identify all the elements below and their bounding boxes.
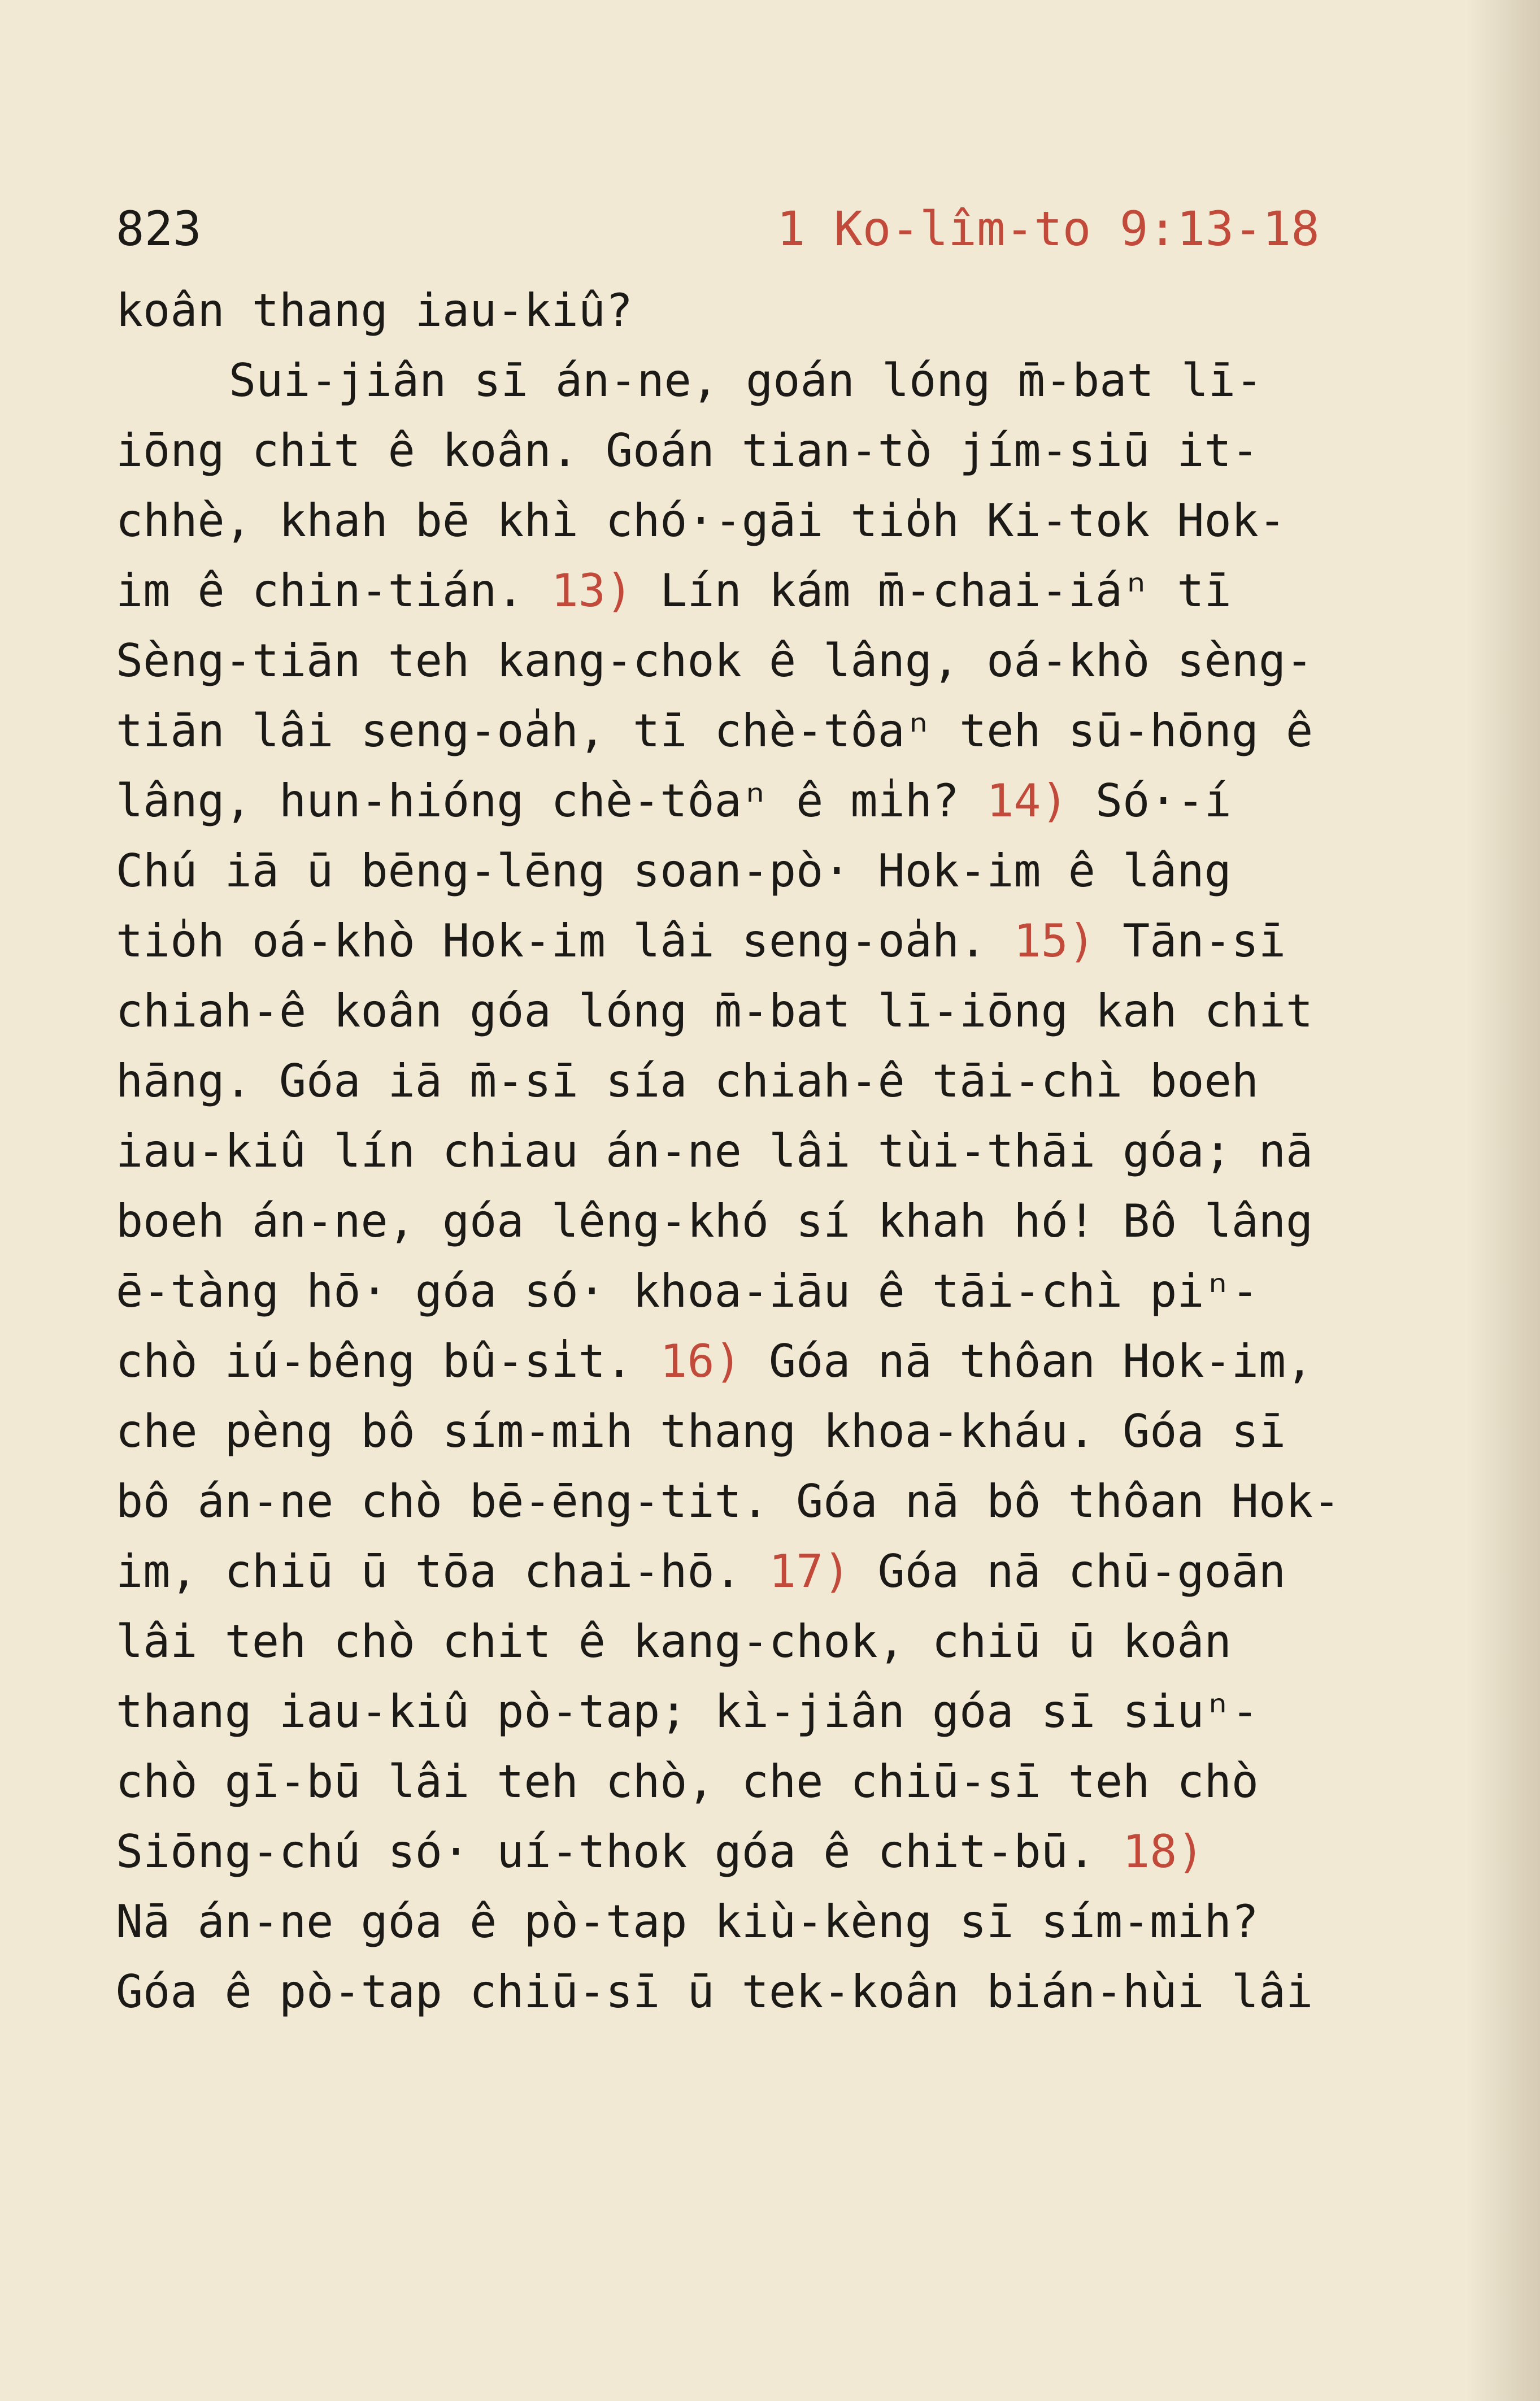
text-line xyxy=(116,1046,1455,1116)
text-line xyxy=(116,906,1455,976)
line-text: tiān lâi seng-oa̍h, tī chè-tôaⁿ teh sū-hōng ê xyxy=(116,704,1313,757)
line-text-after-verse: Tān-sī xyxy=(1095,915,1286,967)
line-text: ē-tàng hō· góa só· khoa-iāu ê tāi-chì piⁿ- xyxy=(116,1265,1259,1317)
text-line xyxy=(116,976,1455,1046)
text-line xyxy=(116,1116,1455,1186)
text-line xyxy=(116,276,1455,346)
text-line xyxy=(116,1397,1455,1467)
line-text: chiah-ê koân góa lóng m̄-bat lī-iōng kah chit xyxy=(116,985,1313,1037)
text-line xyxy=(116,1607,1455,1677)
line-text: hāng. Góa iā m̄-sī sía chiah-ê tāi-chì boeh xyxy=(116,1055,1259,1107)
line-text-after-verse: Lín kám m̄-chai-iáⁿ tī xyxy=(633,564,1232,617)
line-text: koân thang iau-kiû? xyxy=(116,284,633,337)
line-text: Sui-jiân sī án-ne, goán lóng m̄-bat lī- xyxy=(229,354,1263,407)
text-line xyxy=(116,1186,1455,1256)
text-line xyxy=(116,416,1455,486)
line-text: im ê chin-tián. xyxy=(116,564,551,617)
text-line xyxy=(116,626,1455,696)
line-text: chò gī-bū lâi teh chò, che chiū-sī teh chò xyxy=(116,1755,1259,1808)
line-text: iōng chit ê koân. Goán tian-tò jím-siū it- xyxy=(116,424,1259,477)
verse-number: 14) xyxy=(986,775,1068,827)
text-line xyxy=(116,1677,1455,1747)
text-line xyxy=(116,556,1455,626)
verse-number: 15) xyxy=(1013,915,1095,967)
text-line xyxy=(116,1467,1455,1537)
line-text: im, chiū ū tōa chai-hō. xyxy=(116,1545,769,1598)
page-number: 823 xyxy=(116,201,202,256)
verse-number: 18) xyxy=(1123,1825,1204,1878)
running-head: 1 Ko-lîm-to 9:13-18 xyxy=(777,201,1320,256)
line-text-after-verse: Góa nā thôan Hok-im, xyxy=(741,1335,1313,1387)
text-line xyxy=(116,1256,1455,1326)
line-text-after-verse: Só·-í xyxy=(1068,775,1232,827)
line-text: thang iau-kiû pò-tap; kì-jiân góa sī siuⁿ- xyxy=(116,1685,1259,1738)
verse-number: 17) xyxy=(768,1545,851,1598)
line-text: Sèng-tiān teh kang-chok ê lâng, oá-khò sèng- xyxy=(116,634,1313,687)
text-line xyxy=(116,1747,1455,1817)
text-line xyxy=(116,1537,1455,1607)
verse-number: 13) xyxy=(551,564,633,617)
line-text: iau-kiû lín chiau án-ne lâi tùi-thāi góa; nā xyxy=(116,1125,1313,1177)
line-text: che pèng bô sím-mih thang khoa-kháu. Góa sī xyxy=(116,1405,1286,1458)
text-body xyxy=(116,276,1455,2027)
text-line xyxy=(116,766,1455,836)
text-line xyxy=(116,1326,1455,1397)
line-text: lâi teh chò chit ê kang-chok, chiū ū koân xyxy=(116,1615,1232,1668)
line-text: Siōng-chú só· uí-thok góa ê chit-bū. xyxy=(116,1825,1123,1878)
line-text: boeh án-ne, góa lêng-khó sí khah hó! Bô lâng xyxy=(116,1195,1313,1247)
text-line xyxy=(116,1887,1455,1957)
line-text: chò iú-bêng bû-si̍t. xyxy=(116,1335,660,1387)
line-text: Nā án-ne góa ê pò-tap kiù-kèng sī sím-mih? xyxy=(116,1895,1259,1948)
line-text: Chú iā ū bēng-lēng soan-pò· Hok-im ê lâng xyxy=(116,845,1232,897)
text-line xyxy=(116,486,1455,556)
text-line xyxy=(116,346,1455,416)
verse-number: 16) xyxy=(660,1335,742,1387)
page-header xyxy=(116,192,1455,266)
text-line xyxy=(116,836,1455,906)
line-text: Góa ê pò-tap chiū-sī ū tek-koân bián-hùi lâi xyxy=(116,1965,1313,2018)
line-text: lâng, hun-hióng chè-tôaⁿ ê mi̍h? xyxy=(116,775,987,827)
line-text-after-verse: Góa nā chū-goān xyxy=(850,1545,1286,1598)
line-text: chhè, khah bē khì chó·-gāi tio̍h Ki-tok Hok- xyxy=(116,494,1286,547)
line-text: tio̍h oá-khò Hok-im lâi seng-oa̍h. xyxy=(116,915,1014,967)
text-line xyxy=(116,1957,1455,2027)
text-line xyxy=(116,696,1455,766)
line-text: bô án-ne chò bē-ēng-tit. Góa nā bô thôan Hok- xyxy=(116,1475,1341,1528)
text-line xyxy=(116,1817,1455,1887)
